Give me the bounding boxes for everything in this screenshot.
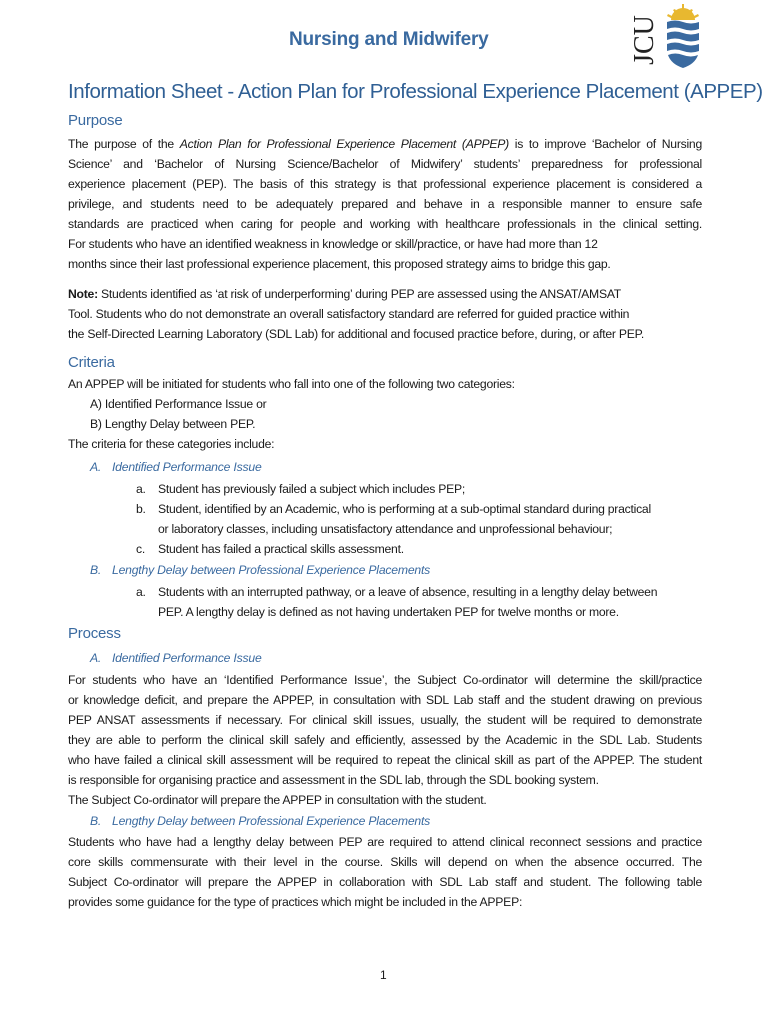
note-paragraph (68, 284, 702, 344)
criteria-intro: An APPEP will be initiated for students who fall into one of the following two categories: (68, 377, 515, 391)
waves-icon (667, 21, 699, 69)
process-line: Subject Co-ordinator will prepare the APPEP in collaboration with SDL Lab staff and student. The following table (68, 875, 702, 889)
sun-icon (667, 4, 699, 20)
process-subheading-b (90, 814, 430, 828)
list-marker: A. (90, 460, 102, 474)
list-marker: c. (136, 542, 145, 556)
process-paragraph-a (68, 670, 702, 810)
list-item-text: Student, identified by an Academic, who is performing at a sub-optimal standard during practical (158, 502, 651, 516)
list-marker: A. (90, 651, 102, 665)
list-marker: b. (136, 502, 146, 516)
criteria-category-a: A) Identified Performance Issue or (90, 397, 267, 411)
purpose-paragraph (68, 134, 702, 274)
list-marker: a. (136, 482, 146, 496)
purpose-line: months since their last professional experience placement, this proposed strategy aims to bridge this gap. (68, 257, 611, 271)
list-item-text: PEP. A lengthy delay is defined as not having undertaken PEP for twelve months or more. (158, 605, 619, 619)
list-item (136, 582, 702, 622)
department-name: Nursing and Midwifery (289, 29, 489, 50)
heading-criteria: Criteria (68, 354, 115, 371)
process-line: For students who have an ‘Identified Performance Issue’, the Subject Co-ordinator will determine the skill/practice (68, 673, 702, 687)
purpose-line: experience placement (PEP). The basis of this strategy is that professional experience placement is considered a (68, 177, 702, 191)
text-run: Students identified as ‘at risk of underperforming’ during PEP are assessed using the ANSAT/AMSAT (97, 287, 621, 301)
list-item-text: or laboratory classes, including unsatisfactory attendance and unprofessional behaviour; (158, 522, 613, 536)
subheading-label: Identified Performance Issue (112, 460, 262, 474)
purpose-line: standards are practiced when caring for people and working with healthcare professionals in the clinical setting. (68, 217, 702, 231)
heading-purpose: Purpose (68, 112, 123, 129)
process-subheading-a (90, 651, 262, 665)
list-item-text: Students with an interrupted pathway, or a leave of absence, resulting in a lengthy delay between (158, 585, 658, 599)
list-marker: B. (90, 563, 102, 577)
purpose-line: privilege, and students need to be adequately prepared and behave in a responsible manner to ensure safe (68, 197, 702, 211)
page-number: 1 (380, 968, 387, 982)
process-line: Students who have had a lengthy delay between PEP are required to attend clinical reconnect sessions and practice (68, 835, 702, 849)
list-item-text: Student has previously failed a subject which includes PEP; (158, 482, 466, 496)
text-run: is to improve ‘Bachelor of Nursing (508, 137, 702, 151)
criteria-lead: The criteria for these categories include: (68, 437, 275, 451)
process-line: they are able to perform the clinical skill safely and efficiently, assessed by the Academic in the SDL Lab. Students (68, 733, 702, 747)
process-line: PEP ANSAT assessments if necessary. For clinical skill issues, usually, the student will be required to demonstrate (68, 713, 702, 727)
process-line: is responsible for organising practice and assessment in the SDL lab, through the SDL booking system. (68, 773, 599, 787)
process-paragraph-b (68, 832, 702, 912)
list-marker: B. (90, 814, 102, 828)
note-line: the Self-Directed Learning Laboratory (SDL Lab) for additional and focused practice before, during, or after PEP. (68, 327, 645, 341)
purpose-line: Science’ and ‘Bachelor of Nursing Science/Bachelor of Midwifery’ students’ preparedness for professional (68, 157, 702, 171)
process-line: who have failed a clinical skill assessment will be required to repeat the clinical skill as part of the APPEP. The student (68, 753, 702, 767)
note-line: Tool. Students who do not demonstrate an overall satisfactory standard are referred for guided practice within (68, 307, 630, 321)
subheading-label: Lengthy Delay between Professional Experience Placements (112, 563, 431, 577)
list-item (136, 499, 702, 539)
process-line: The Subject Co-ordinator will prepare the APPEP in consultation with the student. (68, 793, 487, 807)
process-line: core skills commensurate with their level in the course. Skills will depend on when the absence occurred. The (68, 855, 702, 869)
purpose-line: For students who have an identified weakness in knowledge or skill/practice, or have had more than 12 (68, 237, 598, 251)
criteria-subheading-b (90, 563, 430, 577)
criteria-subheading-a (90, 460, 262, 474)
document-title: Information Sheet - Action Plan for Professional Experience Placement (APPEP) (68, 80, 763, 103)
heading-process: Process (68, 625, 121, 642)
purpose-line (68, 134, 702, 154)
emphasis-text: Action Plan for Professional Experience Placement (APPEP) (179, 137, 509, 151)
note-line (68, 284, 702, 304)
jcu-logo-icon (615, 2, 715, 74)
list-marker: a. (136, 585, 146, 599)
text-run: The purpose of the (68, 137, 180, 151)
note-label: Note: (68, 287, 98, 301)
criteria-category-b: B) Lengthy Delay between PEP. (90, 417, 256, 431)
process-line: provides some guidance for the type of practices which might be included in the APPEP: (68, 895, 523, 909)
list-item-text: Student has failed a practical skills assessment. (158, 542, 404, 556)
subheading-label: Lengthy Delay between Professional Experience Placements (112, 814, 431, 828)
list-item (136, 479, 702, 499)
subheading-label: Identified Performance Issue (112, 651, 262, 665)
logo-text: JCU (629, 15, 660, 65)
list-item (136, 539, 702, 559)
process-line: or knowledge deficit, and prepare the APPEP, in consultation with SDL Lab staff and the student drawing on previous (68, 693, 702, 707)
